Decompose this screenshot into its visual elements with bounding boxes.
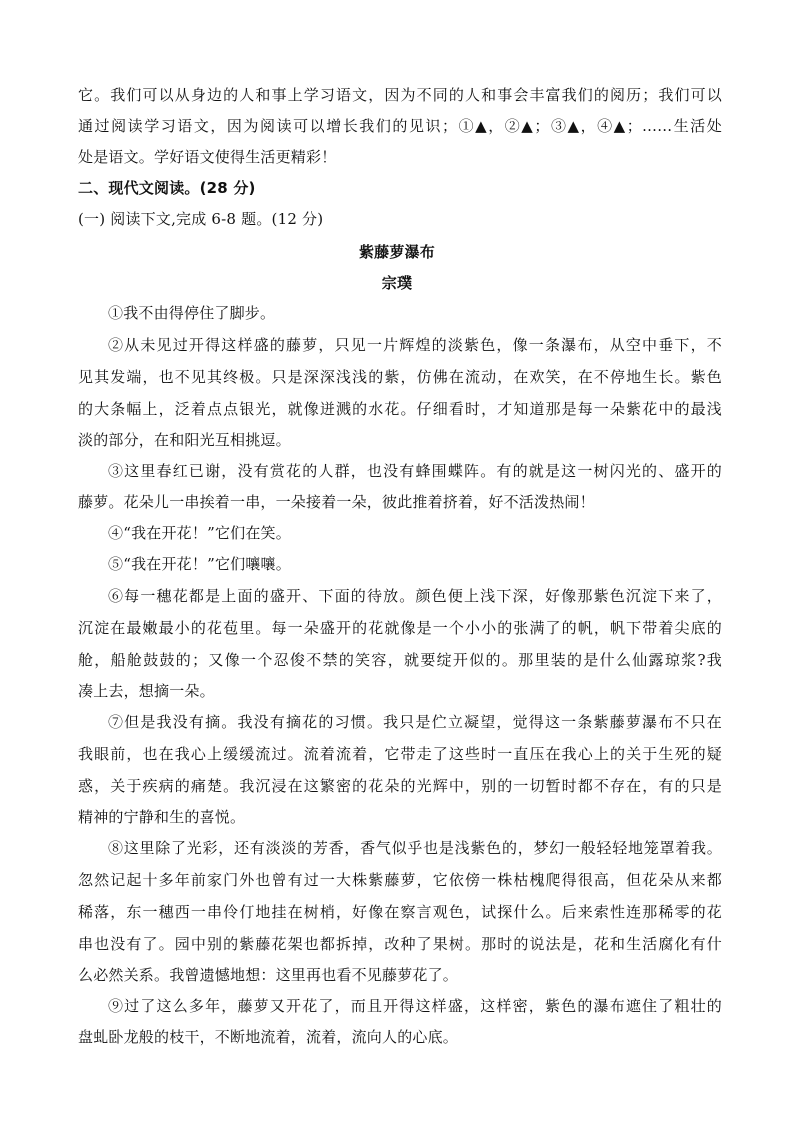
paragraph-line: 稀落，东一穗西一串伶仃地挂在树梢，好像在察言观色，试探什么。后来索性连那稀零的花 — [78, 903, 722, 921]
paragraph-line: 精神的宁静和生的喜悦。 — [78, 808, 246, 826]
paragraph-line: 凑上去，想摘一朵。 — [78, 682, 215, 700]
paragraph-line: 的大条幅上，泛着点点银光，就像迸溅的水花。仔细看时，才知道那是每一朵紫花中的最浅 — [78, 400, 722, 418]
paragraph-line: 盘虬卧龙般的枝干，不断地流着，流着，流向人的心底。 — [78, 1028, 459, 1046]
paragraph-line: ⑧这里除了光彩，还有淡淡的芳香，香气似乎也是浅紫色的，梦幻一般轻轻地笼罩着我。 — [108, 839, 722, 857]
paragraph-line: ②从未见过开得这样盛的藤萝，只见一片辉煌的淡紫色，像一条瀑布，从空中垂下，不 — [108, 336, 722, 354]
paragraph-line: 淡的部分，在和阳光互相挑逗。 — [78, 431, 291, 449]
paragraph-line: 串也没有了。园中别的紫藤花架也都拆掉，改种了果树。那时的说法是，花和生活腐化有什 — [78, 935, 722, 953]
sub-heading: (一) 阅读下文,完成 6-8 题。(12 分) — [78, 210, 324, 228]
paragraph-line: 惑，关于疾病的痛楚。我沉浸在这繁密的花朵的光辉中，别的一切暂时都不存在，有的只是 — [78, 777, 722, 795]
paragraph-line: 舱，船舱鼓鼓的；又像一个忍俊不禁的笑容，就要绽开似的。那里装的是什么仙露琼浆?我 — [78, 651, 722, 669]
paragraph-line: 沉淀在最嫩最小的花苞里。每一朵盛开的花就像是一个小小的张满了的帆，帆下带着尖底的 — [78, 619, 722, 637]
paragraph-line: ③这里春红已谢，没有赏花的人群，也没有蜂围蝶阵。有的就是这一树闪光的、盛开的 — [108, 462, 722, 480]
paragraph-line: ④“我在开花！”它们在笑。 — [108, 524, 291, 542]
intro-line: 它。我们可以从身边的人和事上学习语文，因为不同的人和事会丰富我们的阅历；我们可以 — [78, 86, 722, 104]
paragraph-line: ⑤“我在开花！”它们嚷嚷。 — [108, 555, 291, 573]
section-heading: 二、现代文阅读。(28 分) — [78, 179, 256, 197]
paragraph-line: ⑨过了这么多年，藤萝又开花了，而且开得这样盛，这样密，紫色的瀑布遮住了粗壮的 — [108, 997, 722, 1015]
paragraph-line: 藤萝。花朵儿一串挨着一串，一朵接着一朵，彼此推着挤着，好不活泼热闹！ — [78, 493, 595, 511]
paragraph-line: 见其发端，也不见其终极。只是深深浅浅的紫，仿佛在流动，在欢笑，在不停地生长。紫色 — [78, 368, 722, 386]
article-author: 宗璞 — [381, 274, 413, 292]
paragraph-line: 我眼前，也在我心上缓缓流过。流着流着，它带走了这些时一直压在我心上的关于生死的疑 — [78, 745, 722, 763]
paragraph-line: ①我不由得停住了脚步。 — [108, 304, 276, 322]
article-title: 紫藤萝瀑布 — [358, 243, 435, 261]
intro-line: 通过阅读学习语文，因为阅读可以增长我们的见识；①▲，②▲；③▲，④▲；……生活处 — [78, 117, 722, 135]
intro-line: 处是语文。学好语文使得生活更精彩！ — [78, 148, 337, 166]
paragraph-line: 么必然关系。我曾遗憾地想：这里再也看不见藤萝花了。 — [78, 966, 459, 984]
paragraph-line: ⑥每一穗花都是上面的盛开、下面的待放。颜色便上浅下深，好像那紫色沉淀下来了， — [108, 587, 722, 605]
paragraph-line: 忽然记起十多年前家门外也曾有过一大株紫藤萝，它依傍一株枯槐爬得很高，但花朵从来都 — [78, 871, 722, 889]
paragraph-line: ⑦但是我没有摘。我没有摘花的习惯。我只是伫立凝望，觉得这一条紫藤萝瀑布不只在 — [108, 713, 722, 731]
